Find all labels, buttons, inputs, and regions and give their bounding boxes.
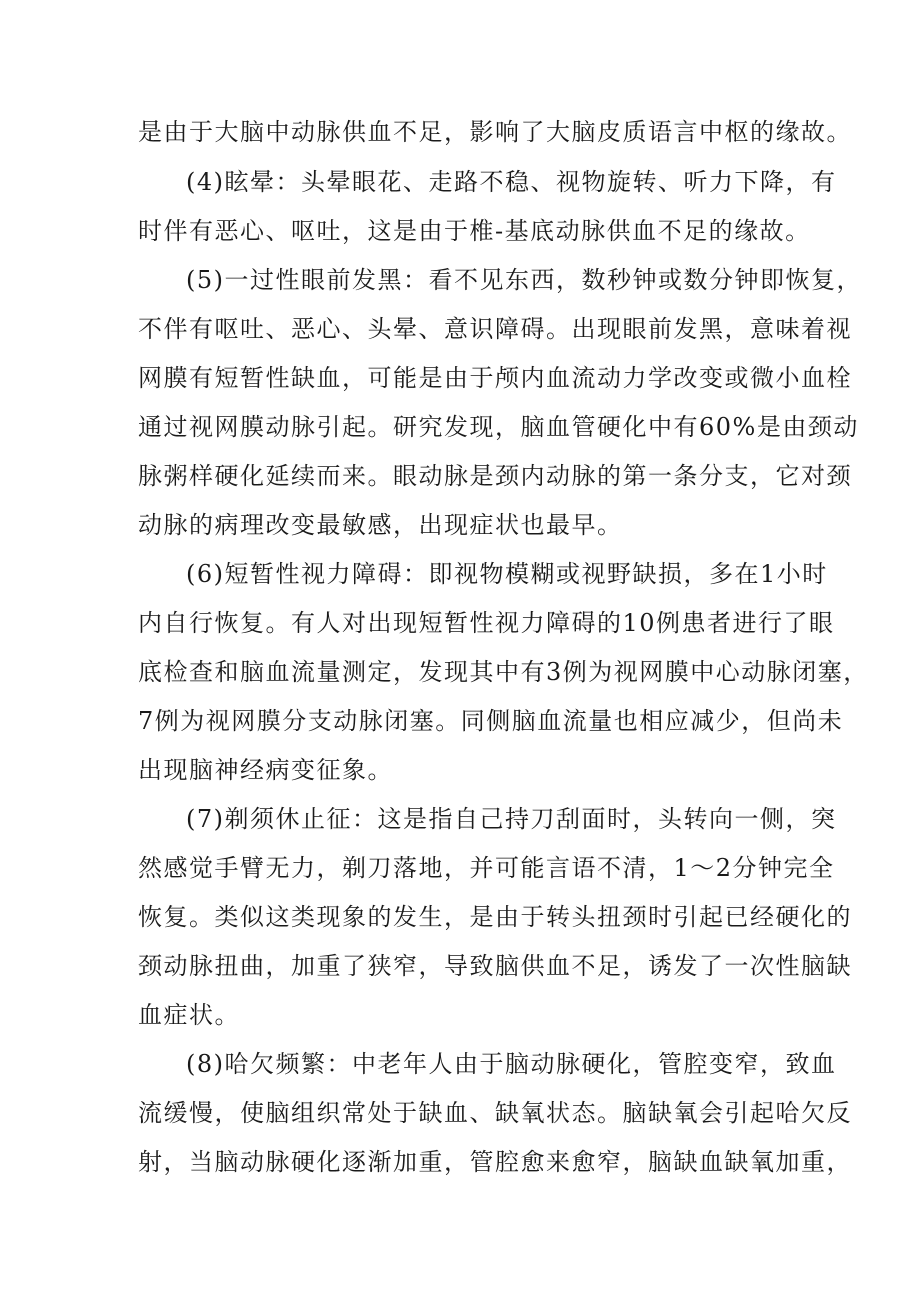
- text-line: 不伴有呕吐、恶心、头晕、意识障碍。出现眼前发黑，意味着视: [138, 315, 852, 343]
- paragraph-8-heading-line: (8)哈欠频繁：中老年人由于脑动脉硬化，管腔变窄，致血: [186, 1050, 837, 1078]
- text-line: 流缓慢，使脑组织常处于缺血、缺氧状态。脑缺氧会引起哈欠反: [138, 1099, 852, 1127]
- text-line: 出现脑神经病变征象。: [138, 756, 393, 784]
- text-line: 通过视网膜动脉引起。研究发现，脑血管硬化中有60%是由颈动: [138, 413, 859, 441]
- text-line: 血症状。: [138, 1001, 240, 1029]
- text-line: 网膜有短暂性缺血，可能是由于颅内血流动力学改变或微小血栓: [138, 364, 852, 392]
- text-line: 7例为视网膜分支动脉闭塞。同侧脑血流量也相应减少，但尚未: [138, 707, 844, 735]
- text-line: 动脉的病理改变最敏感，出现症状也最早。: [138, 511, 623, 539]
- text-line: 脉粥样硬化延续而来。眼动脉是颈内动脉的第一条分支，它对颈: [138, 462, 852, 490]
- text-line: 底检查和脑血流量测定，发现其中有3例为视网膜中心动脉闭塞，: [138, 658, 869, 686]
- text-line: 射，当脑动脉硬化逐渐加重，管腔愈来愈窄，脑缺血缺氧加重，: [138, 1148, 852, 1176]
- text-line: 是由于大脑中动脉供血不足，影响了大脑皮质语言中枢的缘故。: [138, 118, 852, 146]
- text-line: 颈动脉扭曲，加重了狭窄，导致脑供血不足，诱发了一次性脑缺: [138, 952, 852, 980]
- paragraph-6-heading-line: (6)短暂性视力障碍：即视物模糊或视野缺损，多在1小时: [186, 560, 828, 588]
- paragraph-4-heading-line: (4)眩晕：头晕眼花、走路不稳、视物旋转、听力下降，有: [186, 168, 837, 196]
- text-line: 时伴有恶心、呕吐，这是由于椎-基底动脉供血不足的缘故。: [138, 217, 811, 245]
- paragraph-7-heading-line: (7)剃须休止征：这是指自己持刀刮面时，头转向一侧，突: [186, 805, 837, 833]
- paragraph-5-heading-line: (5)一过性眼前发黑：看不见东西，数秒钟或数分钟即恢复，: [186, 266, 862, 294]
- text-line: 恢复。类似这类现象的发生，是由于转头扭颈时引起已经硬化的: [138, 903, 852, 931]
- text-line: 内自行恢复。有人对出现短暂性视力障碍的10例患者进行了眼: [138, 609, 835, 637]
- text-line: 然感觉手臂无力，剃刀落地，并可能言语不清，1～2分钟完全: [138, 854, 835, 882]
